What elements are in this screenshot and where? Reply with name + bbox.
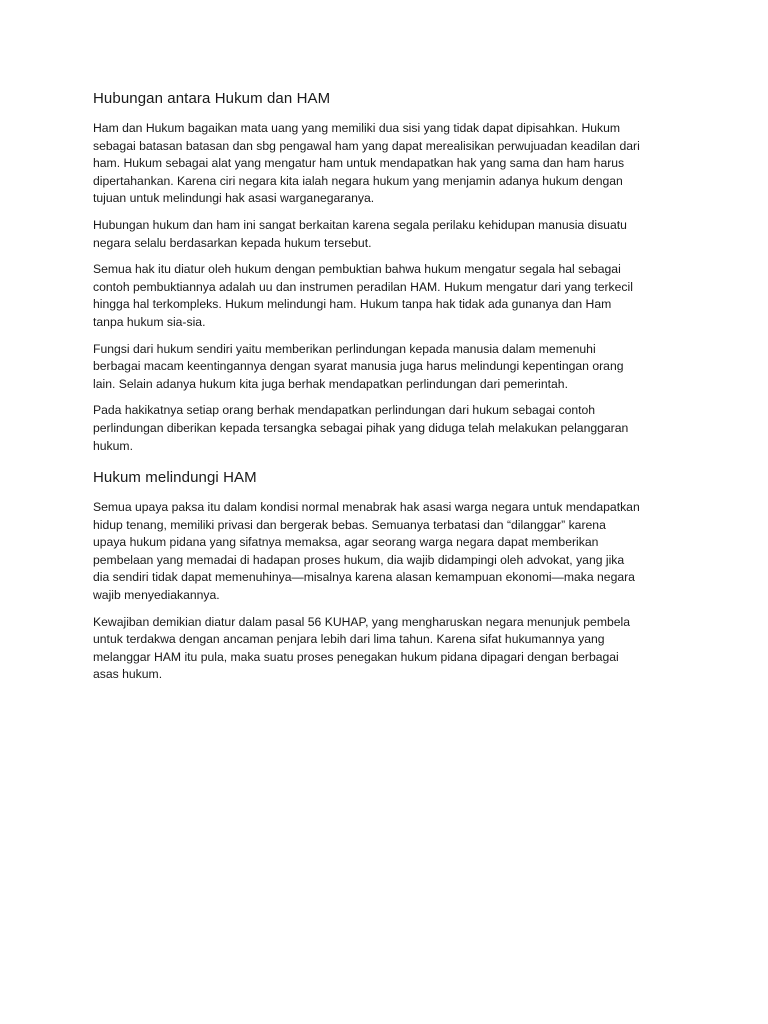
- section-heading-melindungi: Hukum melindungi HAM: [93, 469, 257, 487]
- paragraph: Hubungan hukum dan ham ini sangat berkaitan karena segala perilaku kehidupan manusia disuatu negara selalu berdasarkan kepada hukum tersebut.: [93, 217, 627, 250]
- paragraph: Kewajiban demikian diatur dalam pasal 56 KUHAP, yang mengharuskan negara menunjuk pembela untuk terdakwa dengan ancaman penjara lebih dari lima tahun. Karena sifat hukumannya yang melanggar HAM itu pula, maka suatu proses penegakan hukum pidana dipagari dengan berbagai asas hukum.: [93, 614, 631, 682]
- document-page: [93, 88, 683, 693]
- paragraph: Ham dan Hukum bagaikan mata uang yang memiliki dua sisi yang tidak dapat dipisahkan. Hukum sebagai batasan batasan dan sbg pengawal ham yang dapat merealisikan perwujuadan keadilan dari ham. Hukum sebagai alat yang mengatur ham untuk mendapatkan hak yang sama dan ham harus dipertahankan. Karena ciri negara kita ialah negara hukum yang menjamin adanya hukum dengan tujuan untuk melindungi hak asasi warganegaranya.: [93, 121, 640, 206]
- paragraph: Semua upaya paksa itu dalam kondisi normal menabrak hak asasi warga negara untuk mendapatkan hidup tenang, memiliki privasi dan bergerak bebas. Semuanya terbatasi dan “dilanggar” karena upaya hukum pidana yang sifatnya memaksa, agar seorang warga negara dapat memberikan pembelaan yang memadai di hadapan proses hukum, dia wajib didampingi oleh advokat, yang jika dia sendiri tidak dapat memenuhinya—misalnya karena alasan kemampuan ekonomi—maka negara wajib menyediakannya.: [93, 500, 640, 603]
- paragraph: Fungsi dari hukum sendiri yaitu memberikan perlindungan kepada manusia dalam memenuhi berbagai macam keentingannya dengan syarat manusia juga harus melindungi kepentingan orang lain. Selain adanya hukum kita juga berhak mendapatkan perlindungan dari pemerintah.: [93, 341, 624, 391]
- section-heading-hubungan: Hubungan antara Hukum dan HAM: [93, 90, 331, 107]
- paragraph: Semua hak itu diatur oleh hukum dengan pembuktian bahwa hukum mengatur segala hal sebagai contoh pembuktiannya adalah uu dan instrumen peradilan HAM. Hukum mengatur dari yang terkecil hingga hal terkompleks. Hukum melindungi ham. Hukum tanpa hak tidak ada gunanya dan Ham tanpa hukum sia-sia.: [93, 262, 633, 329]
- paragraph: Pada hakikatnya setiap orang berhak mendapatkan perlindungan dari hukum sebagai contoh perlindungan diberikan kepada tersangka sebagai pihak yang diduga telah melakukan pelanggaran hukum.: [93, 403, 629, 453]
